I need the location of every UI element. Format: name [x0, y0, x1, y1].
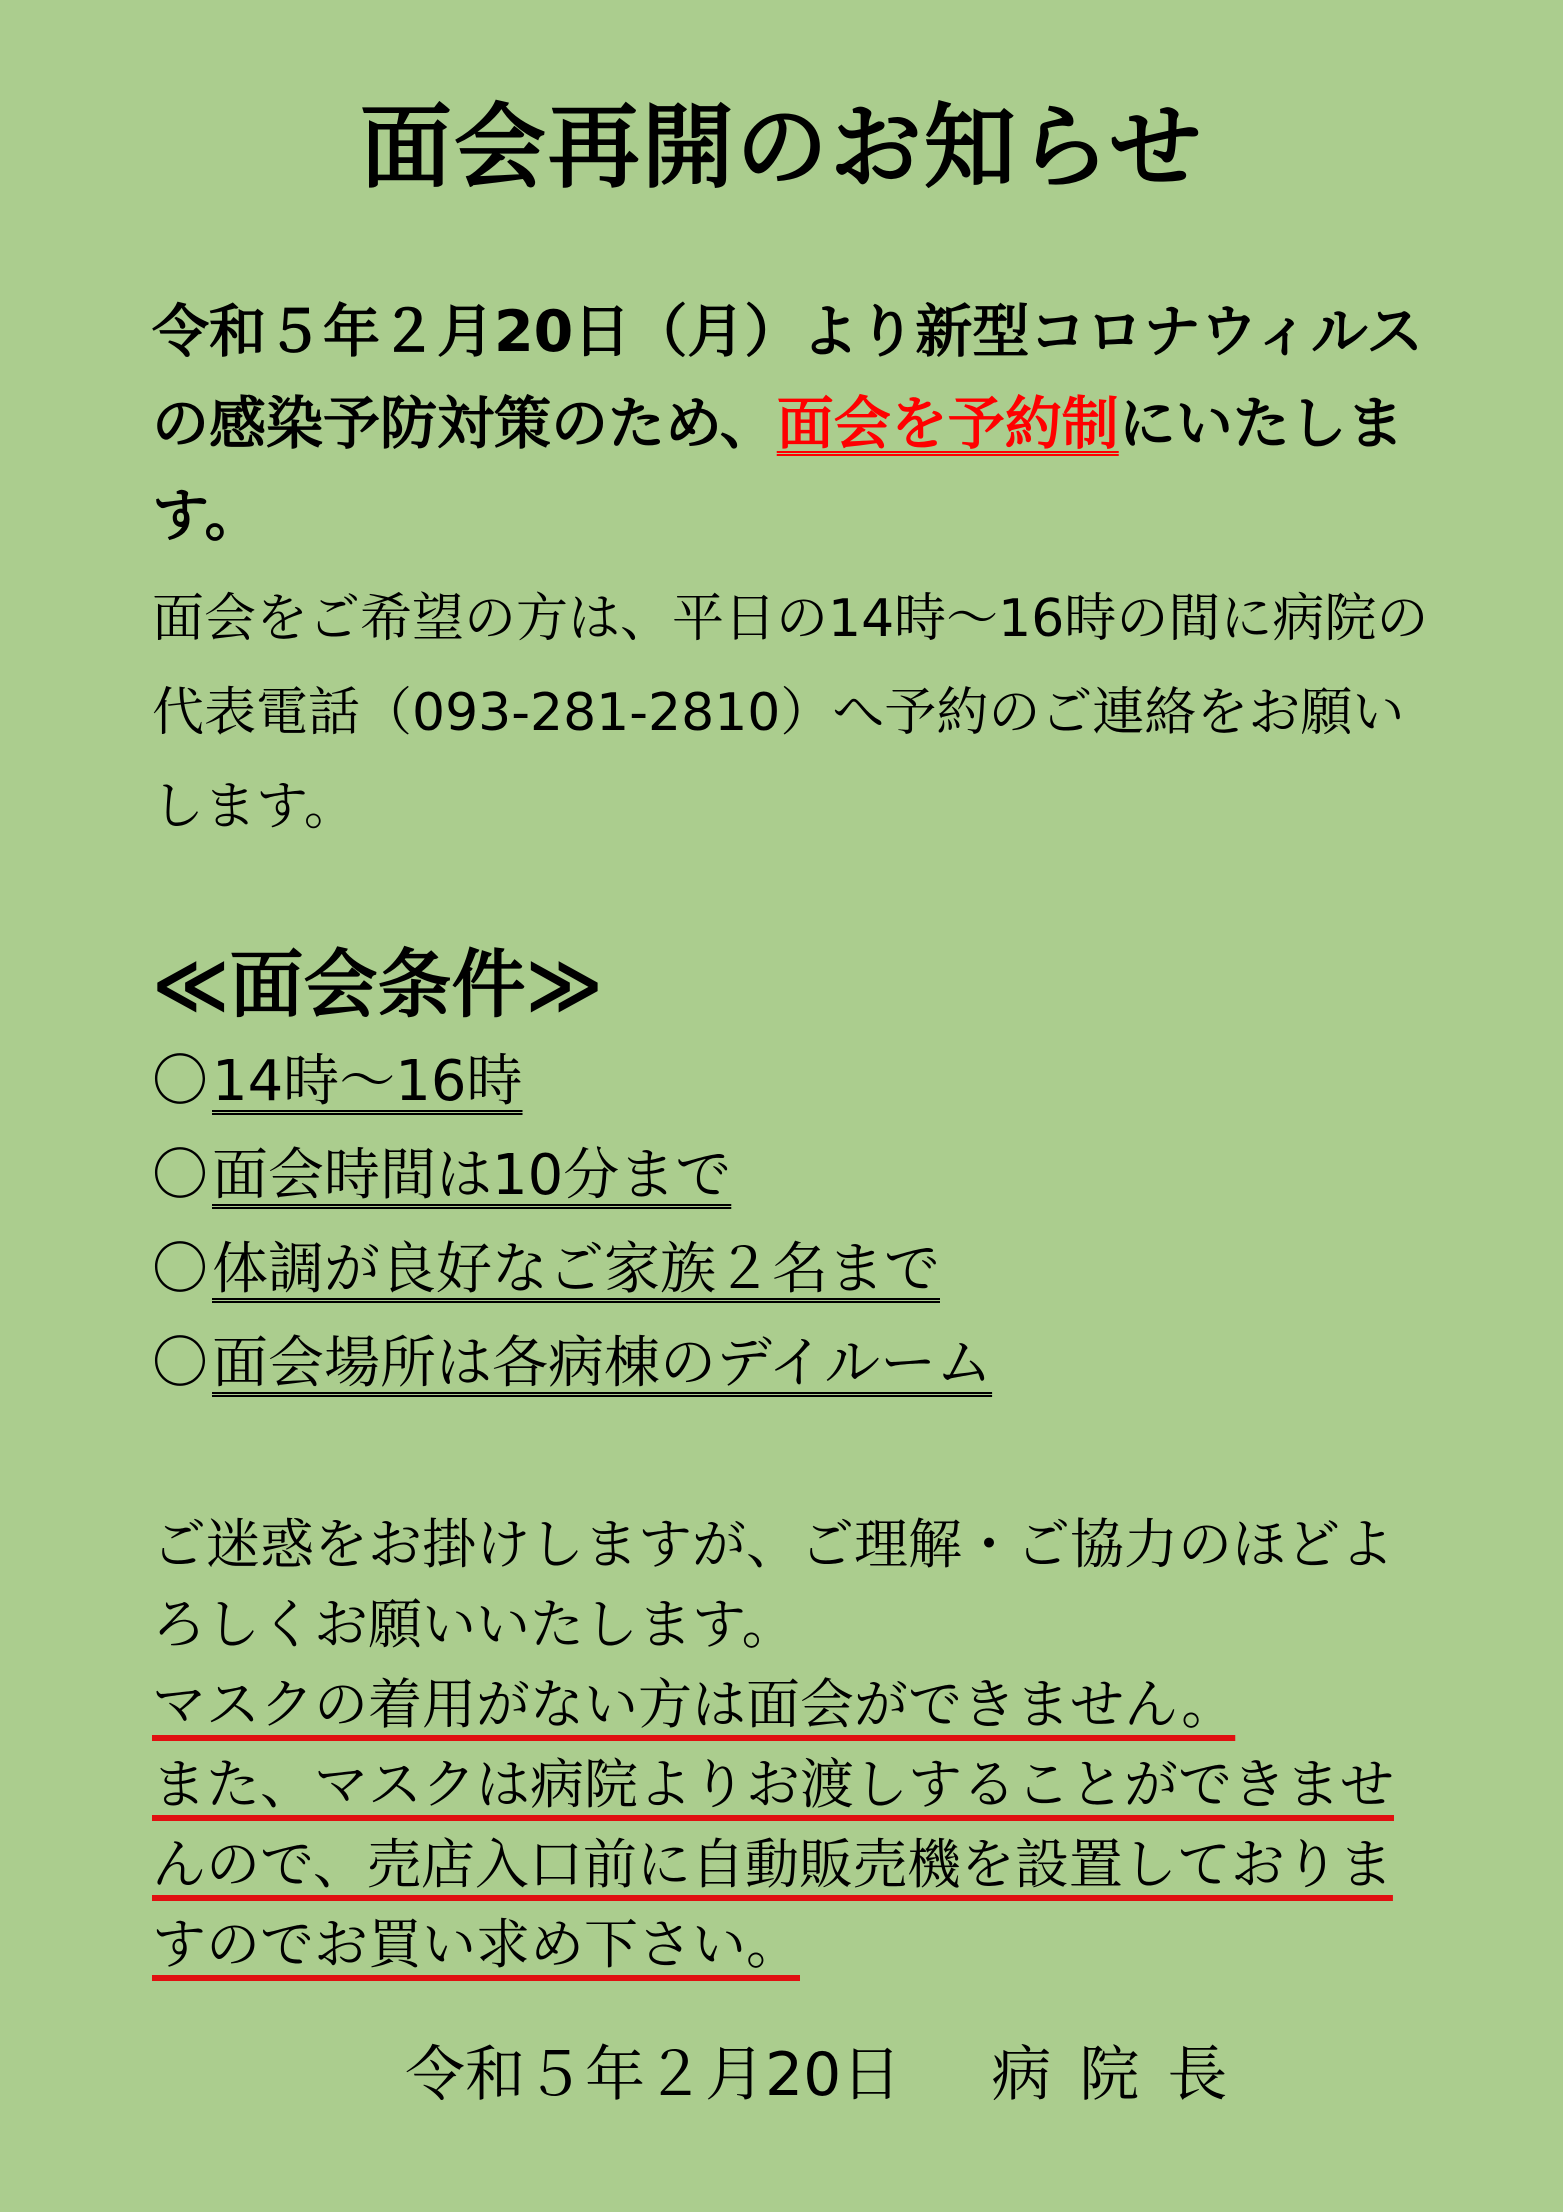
footer-date: 令和５年２月20日: [405, 2040, 902, 2110]
circle-marker: 〇: [152, 1049, 208, 1114]
mask-note: [152, 1665, 1442, 1745]
mask-required-text: マスクの着用がない方は面会ができません。: [152, 1673, 1236, 1736]
conditions-heading: ≪面会条件≫: [152, 942, 603, 1028]
closing-section: [152, 1505, 1442, 1985]
condition-text: 体調が良好なご家族２名まで: [212, 1237, 940, 1302]
mask-vending-note: [152, 1745, 1442, 1985]
circle-marker: 〇: [152, 1331, 208, 1396]
condition-item: [152, 1317, 992, 1411]
page-title: 面会再開のお知らせ: [359, 94, 1204, 201]
condition-item: [152, 1223, 992, 1317]
apology-text: ご迷惑をお掛けしますが、ご理解・ご協力のほどよろしくお願いいたします。: [152, 1513, 1394, 1656]
intro-text: 令和５年２月20日（月）より新型コロナウィルスの感染予防対策のため、: [152, 299, 1424, 457]
circle-marker: 〇: [152, 1237, 208, 1302]
mask-vending-text: また、マスクは病院よりお渡しすることができませんので、売店入口前に自動販売機を設置しておりますのでお買い求め下さい。: [152, 1753, 1394, 1976]
circle-marker: 〇: [152, 1143, 208, 1208]
condition-text: 14時～16時: [212, 1049, 523, 1114]
footer-signature: 病院長: [991, 2040, 1256, 2110]
condition-text: 面会場所は各病棟のデイルーム: [212, 1331, 993, 1396]
condition-item: [152, 1035, 992, 1129]
condition-text: 面会時間は10分まで: [212, 1143, 732, 1208]
intro-paragraph: [152, 286, 1442, 562]
condition-item: [152, 1129, 992, 1223]
conditions-list: [152, 1035, 992, 1411]
reservation-instructions: 面会をご希望の方は、平日の14時～16時の間に病院の代表電話（093-281-2810）へ予約のご連絡をお願いします。: [152, 589, 1429, 837]
reservation-highlight: 面会を予約制: [776, 391, 1119, 457]
intro-text-end: にいたします。: [152, 391, 1404, 549]
footer: [405, 2030, 1255, 2120]
